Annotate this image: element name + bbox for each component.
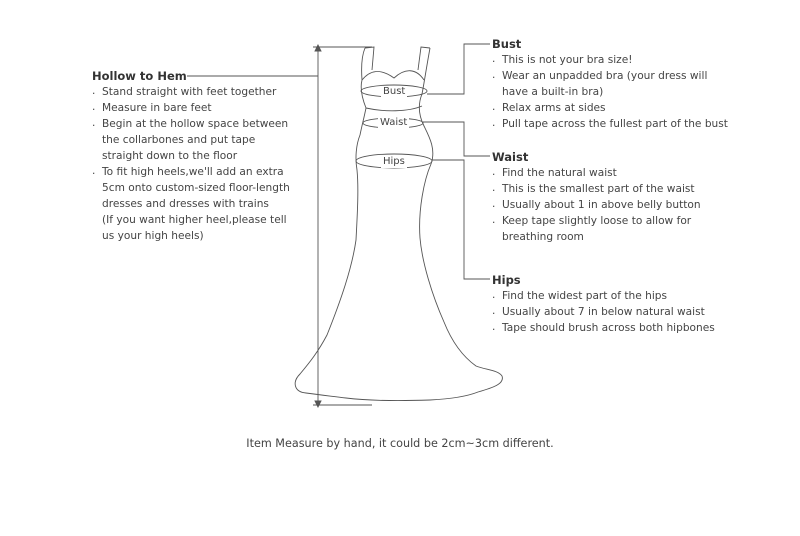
- hollow-to-hem-list: [92, 84, 290, 244]
- list-item: straight down to the floor: [102, 150, 238, 162]
- list-item: . Find the widest part of the hips: [492, 288, 715, 304]
- list-item: breathing room: [502, 231, 584, 243]
- hips-list: [492, 288, 715, 336]
- waist-heading: Waist: [492, 150, 529, 164]
- list-item: . Find the natural waist: [492, 165, 701, 181]
- list-item: . This is not your bra size!: [492, 52, 728, 68]
- list-item: . Relax arms at sides: [492, 100, 728, 116]
- list-item: . This is the smallest part of the waist: [492, 181, 701, 197]
- list-item: . Stand straight with feet together: [92, 84, 290, 100]
- list-item: have a built-in bra): [502, 86, 604, 98]
- list-item: . Usually about 1 in above belly button: [492, 197, 701, 213]
- hollow-to-hem-heading: Hollow to Hem: [92, 69, 187, 83]
- list-item: . Pull tape across the fullest part of the bust: [492, 116, 728, 132]
- bust-heading: Bust: [492, 37, 522, 51]
- dress-hips-label: Hips: [383, 156, 405, 167]
- bust-list: [492, 52, 728, 132]
- dress-outline: [295, 48, 502, 401]
- dress-bust-label: Bust: [383, 86, 406, 97]
- bust-connector: [427, 44, 490, 94]
- list-item: . Tape should brush across both hipbones: [492, 320, 715, 336]
- list-item: (If you want higher heel,please tell: [102, 214, 287, 226]
- list-item: us your high heels): [102, 230, 204, 242]
- dress-waist-label: Waist: [380, 117, 408, 128]
- measurement-note: Item Measure by hand, it could be 2cm~3cm different.: [246, 437, 554, 450]
- list-item: . Measure in bare feet: [92, 100, 290, 116]
- list-item: . Keep tape slightly loose to allow for: [492, 213, 701, 229]
- hips-connector: [432, 160, 490, 279]
- list-item: the collarbones and put tape: [102, 134, 256, 146]
- list-item: . Begin at the hollow space between: [92, 116, 290, 132]
- list-item: 5cm onto custom-sized floor-length: [102, 182, 290, 194]
- hips-heading: Hips: [492, 273, 521, 287]
- list-item: dresses and dresses with trains: [102, 198, 269, 210]
- waist-list: [492, 165, 701, 245]
- list-item: . Wear an unpadded bra (your dress will: [492, 68, 728, 84]
- list-item: . Usually about 7 in below natural waist: [492, 304, 715, 320]
- list-item: . To fit high heels,we'll add an extra: [92, 164, 290, 180]
